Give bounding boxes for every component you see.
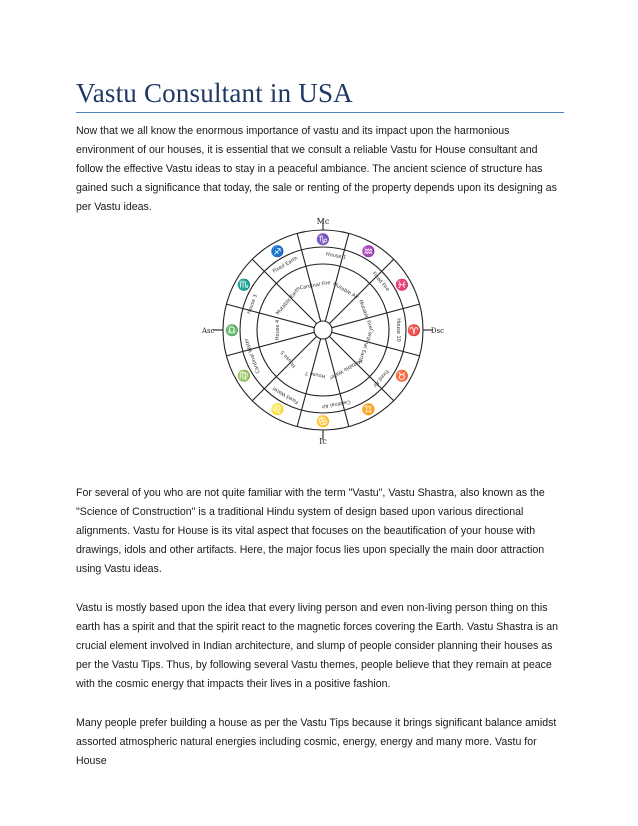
wheel-center — [314, 321, 332, 339]
wheel-inscription: Fixed Earth — [271, 255, 300, 275]
wheel-inscription: House 5 — [279, 349, 298, 369]
wheel-inscription: Cardinal Earth — [356, 327, 375, 364]
paragraph-principles: Vastu is mostly based upon the idea that every living person and even non-living person thing on this earth has a spirit and that the spirit react to the magnetic forces covering the Earth. Vastu Shastra is an crucial element involved in Indian architecture, and slump of people consider planning their houses as per the Vastu Tips. Thus, by following several Vastu themes, people believe that they remain at peace with the cosmic energy that impacts their lives in a positive fashion. — [76, 602, 559, 690]
zodiac-glyph: ♒ — [361, 245, 376, 259]
label-right: Dsc — [430, 327, 444, 335]
wheel-inscription: Fixed Fire — [370, 270, 391, 293]
label-top: Mc — [316, 217, 330, 226]
wheel-inscription: Fixed Water — [271, 385, 300, 405]
wheel-inscription: House 10 — [395, 318, 401, 342]
label-bottom: Ic — [319, 437, 327, 446]
zodiac-glyph: ♈ — [407, 324, 421, 337]
wheel-inscription: Fixed Air — [371, 368, 390, 389]
wheel-inscription: House 1 — [325, 251, 347, 261]
title-underline — [76, 112, 564, 113]
zodiac-glyph: ♋ — [316, 415, 330, 428]
wheel-inscription: Mutable Earth — [274, 285, 303, 317]
zodiac-glyph: ♎ — [225, 324, 239, 337]
astrology-wheel-drawing — [198, 212, 448, 448]
page-title: Vastu Consultant in USA — [76, 78, 353, 108]
wheel-inscription: House 4 — [275, 319, 281, 341]
zodiac-glyph: ♊ — [361, 402, 376, 416]
wheel-inscription: House 7 — [304, 369, 326, 380]
zodiac-glyph: ♍ — [237, 369, 252, 383]
wheel-inscription: Cardinal Air — [321, 398, 351, 410]
paragraph-benefits: Many people prefer building a house as per the Vastu Tips because it brings significant balance amidst assorted atmospheric natural energies including cosmic, energy, energy and many more. Vastu for House — [76, 717, 557, 767]
astrology-wheel-figure — [198, 212, 448, 448]
wheel-inscription: Cardinal Water — [243, 337, 262, 375]
zodiac-glyph: ♓ — [394, 278, 409, 292]
zodiac-glyph: ♏ — [237, 278, 252, 292]
zodiac-glyph: ♉ — [394, 369, 409, 383]
zodiac-glyph: ♐ — [270, 245, 285, 259]
zodiac-glyph: ♑ — [316, 233, 330, 246]
paragraph-intro: Now that we all know the enormous importance of vastu and its impact upon the harmonious environment of our houses, it is essential that we consult a reliable Vastu for House consultant and follow the effective Vastu ideas to stay in a peaceful ambiance. The ancient science of structure has gained such a significance that today, the sale or renting of the property depends upon its designing as per Vastu ideas. — [76, 125, 557, 213]
wheel-inscription: Mutable Air — [331, 281, 360, 301]
wheel-inscription: Mutable Fire — [357, 299, 374, 331]
wheel-inscription: Cardinal Fire — [299, 280, 332, 292]
label-left: Asc — [202, 327, 215, 335]
wheel-inscription: Mutable Water — [328, 357, 363, 381]
wheel-inscription: House 3 — [246, 293, 259, 315]
zodiac-glyph: ♌ — [270, 402, 285, 416]
paragraph-definition: For several of you who are not quite familiar with the term "Vastu", Vastu Shastra, also known as the "Science of Construction" is a traditional Hindu system of design based upon various directional alignments. Vastu for House is its vital aspect that focuses on the beautification of your house with drawings, idols and other artifacts. Here, the major focus lies upon specially the main door attraction using Vastu ideas. — [76, 487, 545, 575]
